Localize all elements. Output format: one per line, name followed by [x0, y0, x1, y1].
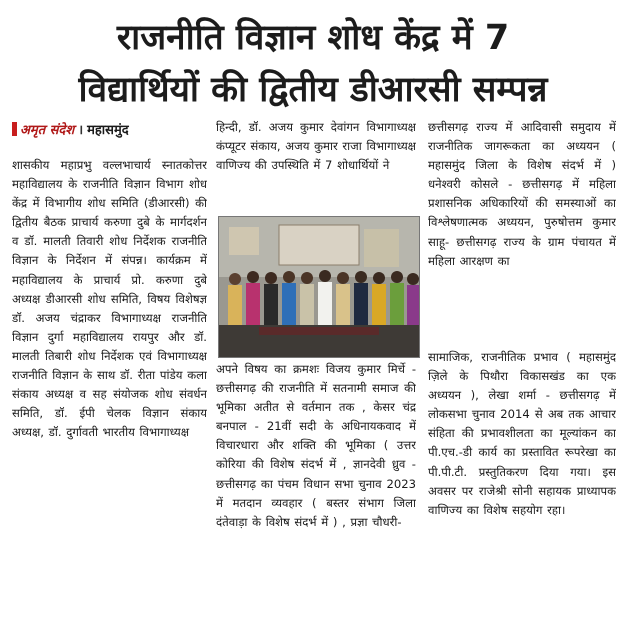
column-1-text: शासकीय महाप्रभु वल्लभाचार्य स्नातकोत्तर महाविद्यालय के राजनीति विज्ञान विभाग शोध केंद्र में विभागीय शोध समिति (डीआरसी) की द्वितीय बैठक प्राचार्य करुणा दुबे के मार्गदर्शन व डॉ. मालती तिवारी शोध निर्देशक राजनीति विज्ञान के निर्देशन में संपन्न। कार्यक्रम में महाविद्यालय के प्राचार्य प्रो. करुणा दुबे अध्यक्ष डीआरसी शोध समिति, विषय विशेषज्ञ डॉ. अजय चंद्राकर विभागाध्यक्ष राजनीति विज्ञान दुर्गा महाविद्यालय रायपुर और डॉ. मालती तिबारी शोध निर्देशक एवं विभागाध्यक्ष राजनीति विज्ञान के साथ डॉ. रीता पांडेय कला संकाय अध्यक्ष व सह संयोजक शोध संवर्धन समिति, डॉ. ईपी चेलक विज्ञान संकाय अध्यक्ष, डॉ. दुर्गावती भारतीय विभागाध्यक्ष — [12, 158, 207, 440]
dateline-place: महासमुंद — [87, 123, 129, 138]
article-column-2-top — [216, 118, 416, 214]
newspaper-name: अमृत संदेश — [20, 123, 75, 138]
column-2-bottom-text: अपने विषय का क्रमशः विजय कुमार मिर्चे - छत्तीसगढ़ की राजनीति में सतनामी समाज की भूमिका अतीत से वर्तमान तक , केसर चंद्र बनपाल - 21वीं सदी के अधिनायकवाद में विचारधारा और शक्ति की भूमिका ( उत्तर कोरिया की विशेष संदर्भ में , ज्ञानदेवी ध्रुव - छत्तीसगढ़ का पंचम विधान सभा चुनाव 2023 में मतदान व्यवहार ( बस्तर संभाग जिला दंतेवाड़ा के विशेष संदर्भ में ) , प्रज्ञा चौधरी- — [216, 362, 416, 529]
column-3-bottom-text: सामाजिक, राजनीतिक प्रभाव ( महासमुंद ज़िले के पिथौरा विकासखंड का एक अध्ययन ), लेखा शर्मा - छत्तीसगढ़ में लोकसभा चुनाव 2014 से अब तक आचार संहिता की प्रभावशीलता का मूल्यांकन का पी.एच.-डी कार्य का प्रस्तावित रूपरेखा का पी.पी.टी. प्रस्तुतिकरण दिया गया। इस अवसर पर राजेश्री सोनी सहायक प्राध्यापक वाणिज्य का विशेष सहयोग रहा। — [428, 350, 616, 517]
headline-line-1: राजनीति विज्ञान शोध केंद्र में 7 — [116, 18, 510, 58]
column-2-top-text: हिन्दी, डॉ. अजय कुमार देवांगन विभागाध्यक्ष कंप्यूटर संकाय, अजय कुमार राजा विभागाध्यक्ष वाणिज्य की उपस्थिति में 7 शोधार्थियों ने — [216, 120, 416, 173]
column-3-top-text: छत्तीसगढ़ राज्य में आदिवासी समुदाय में राजनीतिक जागरूकता का अध्ययन ( महासमुंद जिला के विशेष संदर्भ में ) धनेश्वरी कोसले - छत्तीसगढ़ में महिला प्रशासनिक अधिकारियों की समस्याओं का विश्लेषणात्मक अध्ययन, पुरुषोत्तम कुमार साहू- छत्तीसगढ़ राज्य के ग्राम पंचायत में महिला आरक्षण का — [428, 120, 616, 268]
headline-line-2: विद्यार्थियों की द्वितीय डीआरसी सम्पन्न — [78, 70, 548, 110]
group-photo-illustration — [219, 217, 419, 357]
accent-bar — [12, 122, 17, 136]
article-column-3-bottom — [428, 348, 616, 615]
article-column-3-top — [428, 118, 616, 348]
byline — [12, 120, 202, 142]
group-photo — [218, 216, 420, 358]
article-column-1 — [12, 156, 207, 616]
byline-separator: । — [78, 123, 84, 138]
article-column-2-bottom — [216, 360, 416, 615]
